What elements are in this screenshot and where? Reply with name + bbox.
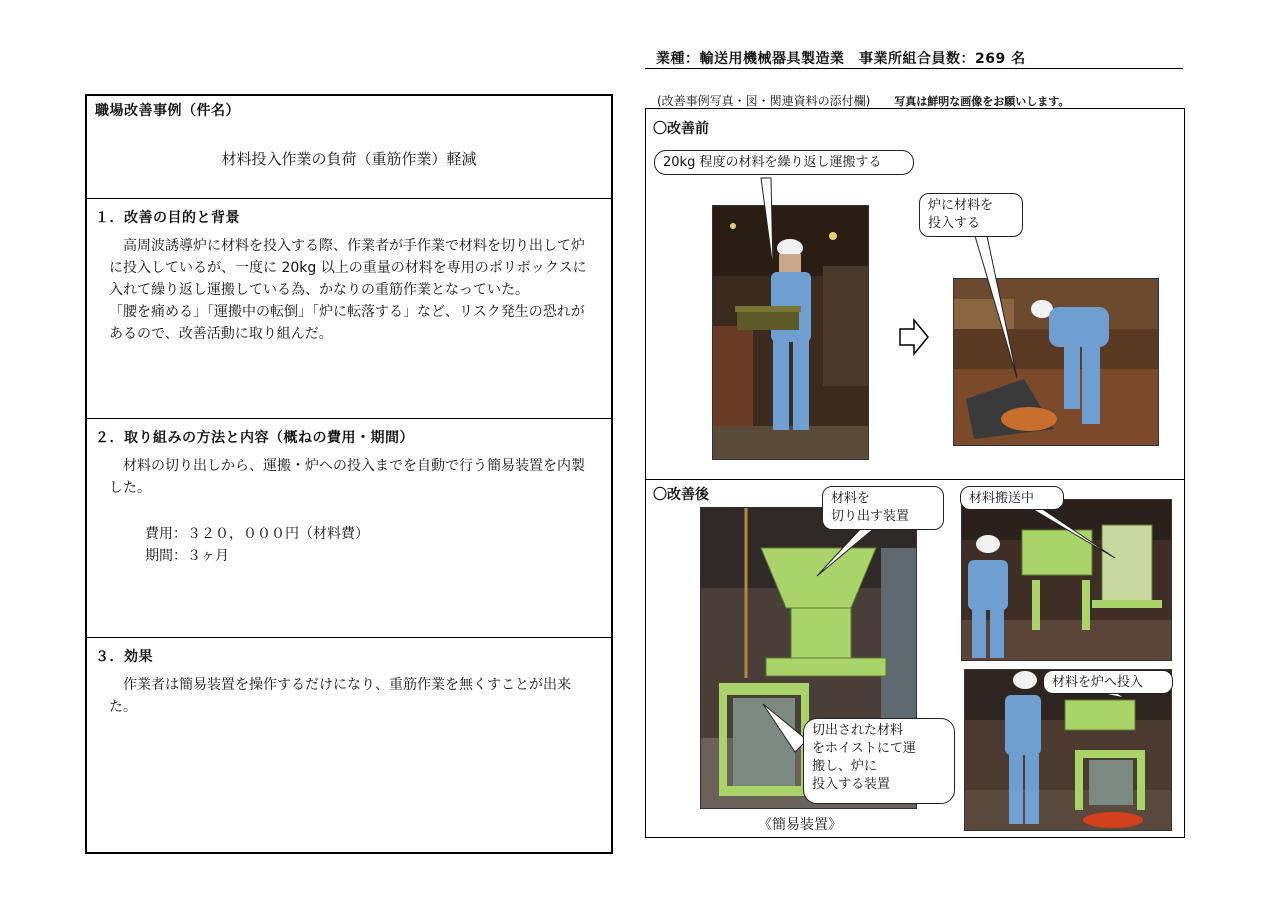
before-label: 〇改善前 [653, 121, 709, 137]
method-cost: 費用：３２０，０００円（材料費） [145, 526, 369, 542]
case-description-panel [85, 94, 613, 854]
bubble-hoist-device: 切出された材料 をホイストにて運 搬し、炉に 投入する装置 [803, 718, 955, 804]
attachment-note-bold: 写真は鮮明な画像をお願いします。 [894, 95, 1070, 108]
case-heading: 職場改善事例（件名） [95, 103, 240, 119]
purpose-section [87, 199, 611, 419]
purpose-body: 高周波誘導炉に材料を投入する際、作業者が手作業で材料を切り出して炉に投入しているが、一度に 20kg 以上の重量の材料を専用のポリボックスに入れて繰り返し運搬している為、かなりの重筋作業となっていた。 「腰を痛める」「運搬中の転倒」「炉に転落する」など、リスク発生の恐れがあるので、改善活動に取り組んだ。 [109, 238, 587, 342]
document-header: 業種：輸送用機械器具製造業 事業所組合員数：269 名 [656, 51, 1026, 67]
case-title: 材料投入作業の負荷（重筋作業）軽減 [221, 150, 477, 168]
bubble-into-furnace: 材料を炉へ投入 [1043, 670, 1173, 694]
method-heading: ２．取り組みの方法と内容（概ねの費用・期間） [95, 430, 414, 446]
after-label: 〇改善後 [653, 487, 709, 503]
device-caption: 《簡易装置》 [758, 817, 842, 833]
effect-heading: ３．効果 [95, 649, 153, 665]
bubble-repeated-carry: 20kg 程度の材料を繰り返し運搬する [654, 150, 914, 175]
bubble-feed-furnace: 炉に材料を 投入する [919, 193, 1023, 237]
method-period: 期間：３ヶ月 [145, 548, 229, 564]
attachment-note-text: (改善事例写真・図・関連資料の添付欄) [657, 94, 871, 108]
bubble-cutting-device: 材料を 切り出す装置 [822, 486, 944, 530]
case-title-section [87, 96, 611, 199]
purpose-heading: １．改善の目的と背景 [95, 210, 240, 226]
effect-section [87, 638, 611, 852]
method-section [87, 419, 611, 638]
header-rule [645, 68, 1183, 69]
effect-body: 作業者は簡易装置を操作するだけになり、重筋作業を無くすことが出来た。 [109, 677, 571, 715]
attachment-note [657, 92, 1069, 109]
bubble-transport: 材料搬送中 [960, 486, 1064, 510]
method-body: 材料の切り出しから、運搬・炉への投入までを自動で行う簡易装置を内製した。 [109, 458, 585, 496]
